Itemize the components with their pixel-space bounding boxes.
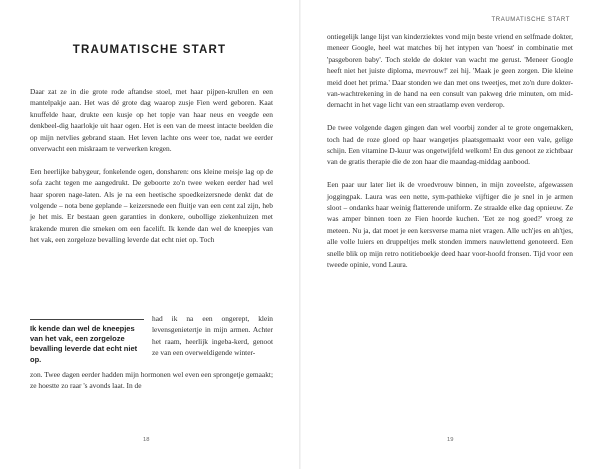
- left-page: [0, 0, 299, 469]
- running-head: TRAUMATISCHE START: [491, 17, 570, 23]
- pull-quote: Ik kende dan wel de kneepjes van het vak, een zorgeloze bevalling leverde dat echt niet op.: [30, 319, 144, 365]
- paragraph-continuation: zon. Twee dagen eerder hadden mijn hormonen wel even een sprongetje gemaakt; ze hoestte zo raar 's avonds laat. In de: [30, 370, 273, 391]
- page-number: 18: [143, 437, 150, 443]
- left-body-text: [30, 86, 273, 246]
- paragraph-continuation: had ik na een ongerept, klein levensgenietertje in mijn armen. Achter het raam, heerlijk ingeba-kerd, genoot ze van een overweldigende winter-: [152, 314, 273, 358]
- paragraph: Een paar uur later liet ik de vroedvrouw binnen, in mijn zoveelste, afgewassen joggingpak. Laura was een nette, sym-pathieke vijftiger die je snel in je armen sloot – ondanks haar weinig flatterende uniform. Ze straalde elke dag opnieuw. Ze was amper binnen toen ze Fien hoorde kuchen. 'Eet ze nog goed?' vroeg ze meteen. Nu ja, dat moet je een kersverse mama niet vragen. Alle uch'jes en ah'tjes, alle volle luiers en druppeltjes melk stonden immers nauwlettend genoteerd. Een snelle blik op mijn retro notitieboekje deed haar voor-hoofd fronsen. Tijd voor een tweede opinie, vond Laura.: [327, 180, 573, 270]
- paragraph: Een heerlijke babygeur, fonkelende ogen, donsharen: ons kleine meisje lag op de sofa zacht tegen me aangedrukt. De geboorte zo'n twee weken eerder had wel haar sporen nage-laten. Als je na een heetische spoedkeizersnede denkt dat de volgende – nota bene geplande – keizersnede een fluitje van een cent zal zijn, heb je het mis. Er bestaan geen garanties in donkere, oubollige ziekenhuizen met krakende muren die smeken om een facelift. Ik kende dan wel de kneepjes van het vak, een zorgeloze bevalling leverde dat echt niet op. Toch: [30, 166, 273, 245]
- right-page: [301, 0, 600, 469]
- paragraph: De twee volgende dagen gingen dan wel voorbij zonder al te grote ongemakken, toch had de roze gloed op haar wangetjes plaatsgemaakt voor een vale, gelige schijn. Een vitamine D-kuur was ongetwijfeld welkom! En dus genoot ze zichtbaar van de gratis therapie die de zon haar die maandag-middag aanbood.: [327, 123, 573, 167]
- wrapped-text-column: [152, 313, 273, 359]
- paragraph: Daar zat ze in die grote rode aftandse stoel, met haar pijpen-krullen en een mantelpakje aan. Het was dé grote dag waarop zusje Fien werd geboren. Kaat knuffelde haar, drukte een kusje op het topje van haar neus en veegde een denkbeel-dig haarlokje uit haar ogen. Het is een van de meest intacte beelden die op mijn netvlies gebrand staan. Het leven lachte ons weer toe, nadat we eerder onverwacht een miskraam te verwerken kregen.: [30, 87, 273, 154]
- paragraph: ontiegelijk lange lijst van kinderziektes vond mijn beste vriend en selfmade dokter, meneer Google, heel wat matches bij het intypen van 'hoest' in combinatie met 'pasgeboren baby'. Toch stelde de dokter van wacht me gerust. 'Meneer Google heeft niet het juiste diploma, mevrouw!' zei hij. 'Maak je geen zorgen. Die kleine meid doet het prima.' Daar stonden we dan met ons tweetjes, met zo'n dure dokter-van-wachtrekening in de hand na een consult van pakweg drie minuten, om mid-dernacht in het vage licht van een straatlamp even verderop.: [327, 32, 573, 110]
- left-body-tail: [30, 369, 273, 392]
- chapter-title: TRAUMATISCHE START: [72, 44, 227, 56]
- right-body-text: [327, 31, 573, 271]
- page-number: 19: [447, 437, 454, 443]
